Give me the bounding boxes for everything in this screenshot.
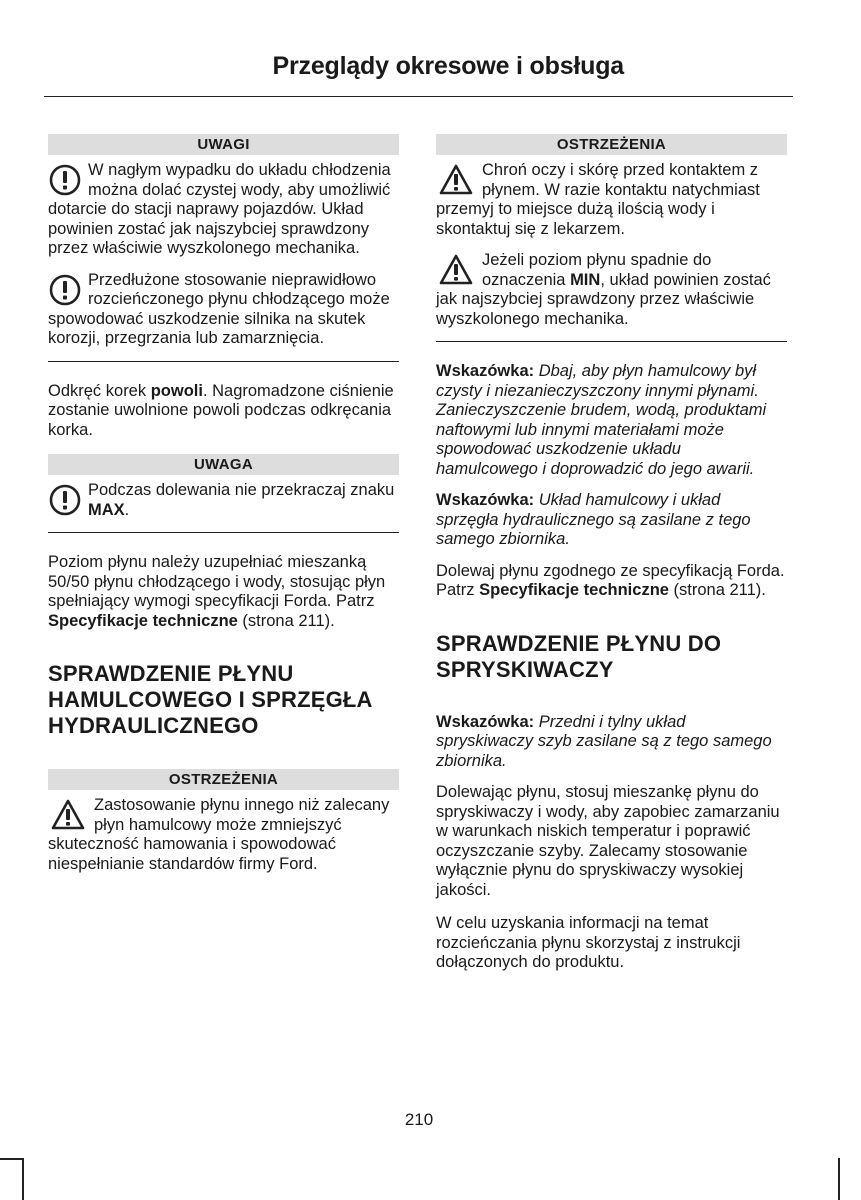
- caution-icon: [48, 273, 82, 307]
- caution-text-2: Przedłużone stosowanie nieprawidłowo rozcieńczonego płynu chłodzącego może spowodować uszkodzenie silnika na skutek korozji, przegrzania lub zamarznięcia.: [48, 270, 390, 347]
- note-washer-reservoir: Wskazówka: Przedni i tylny układ spryskiwaczy szyb zasilane są z tego samego zbiornika.: [436, 712, 772, 770]
- warning-text-1: Zastosowanie płynu innego niż zalecany płyn hamulcowy może zmniejszyć skuteczność hamowania i spowodować niespełnianie standardów firmy Ford.: [48, 796, 390, 873]
- paragraph-coolant-mix: Poziom płynu należy uzupełniać mieszanką 50/50 płynu chłodzącego i wody, stosując płyn spełniający wymogi specyfikacji Forda. Patrz Specyfikacje techniczne (strona 211).: [48, 553, 386, 630]
- crop-mark: [22, 1158, 24, 1200]
- caution-icon: [48, 163, 82, 197]
- crop-mark: [0, 1158, 22, 1160]
- warning-icon: [436, 253, 476, 287]
- section-heading-washer-fluid: SPRAWDZENIE PŁYNU DO SPRYSKIWACZY: [436, 630, 722, 682]
- page-title: Przeglądy okresowe i obsługa: [272, 52, 624, 80]
- warning-icon: [436, 163, 476, 197]
- right-column: [436, 134, 787, 987]
- note-shared-reservoir: Wskazówka: Układ hamulcowy i układ sprzęgła hydraulicznego są zasilane z tego samego zbiornika.: [436, 491, 751, 548]
- caution-item-1: [48, 161, 399, 259]
- ostrzezenia-title: OSTRZEŻENIA: [436, 134, 787, 155]
- notice-divider: [436, 341, 787, 342]
- uwaga-title: UWAGA: [48, 454, 399, 475]
- notice-divider: [48, 532, 399, 533]
- paragraph-dilution-info: W celu uzyskania informacji na temat rozcieńczania płynu skorzystaj z instrukcji dołączonych do produktu.: [436, 914, 741, 971]
- header-divider: [44, 96, 793, 97]
- caution-text-3: Podczas dolewania nie przekraczaj znaku MAX.: [88, 481, 395, 519]
- note-brake-fluid-clean: Wskazówka: Dbaj, aby płyn hamulcowy był czysty i niezanieczyszczony innymi płynami. Zanieczyszczenie brudem, wodą, produktami naftowymi lub innymi materiałami może spowodować uszkodzenie układu hamulcowego i doprowadzić do jego awarii.: [436, 362, 767, 478]
- notice-divider: [48, 361, 399, 362]
- caution-icon: [48, 483, 82, 517]
- paragraph-washer-mix: Dolewając płynu, stosuj mieszankę płynu do spryskiwaczy i wody, aby zapobiec zamarzaniu w warunkach niskich temperatur i poprawić oczyszczanie szyby. Zalecamy stosowanie wyłącznie płynu do spryskiwaczy wysokiej jakości.: [436, 783, 780, 899]
- warning-item-2: [436, 161, 787, 239]
- caution-text-1: W nagłym wypadku do układu chłodzenia można dolać czystej wody, aby umożliwić dotarcie do stacji naprawy pojazdów. Układ powinien zostać jak najszybciej sprawdzony przez właściwie wyszkolonego mechanika.: [48, 161, 391, 257]
- ostrzezenia-title: OSTRZEŻENIA: [48, 769, 399, 790]
- caution-item-2: [48, 271, 399, 349]
- warning-item-3: [436, 251, 787, 329]
- warning-icon: [48, 798, 88, 832]
- warning-item-1: [48, 796, 399, 874]
- section-heading-brake-fluid: SPRAWDZENIE PŁYNU HAMULCOWEGO I SPRZĘGŁA HYDRAULICZNEGO: [48, 661, 372, 738]
- paragraph-brake-fluid-spec: Dolewaj płynu zgodnego ze specyfikacją Forda. Patrz Specyfikacje techniczne (strona 211).: [436, 561, 785, 599]
- page-number: 210: [404, 1110, 434, 1129]
- left-column: [48, 134, 399, 886]
- uwagi-title: UWAGI: [48, 134, 399, 155]
- crop-mark: [838, 1158, 840, 1200]
- warning-text-3: Jeżeli poziom płynu spadnie do oznaczenia MIN, układ powinien zostać jak najszybciej sprawdzony przez właściwie wyszkolonego mechanika.: [436, 251, 771, 328]
- warning-text-2: Chroń oczy i skórę przed kontaktem z płynem. W razie kontaktu natychmiast przemyj to miejsce dużą ilością wody i skontaktuj się z lekarzem.: [436, 161, 760, 238]
- paragraph-open-cap: Odkręć korek powoli. Nagromadzone ciśnienie zostanie uwolnione powoli podczas odkręcania korka.: [48, 381, 394, 439]
- caution-item-3: [48, 481, 399, 520]
